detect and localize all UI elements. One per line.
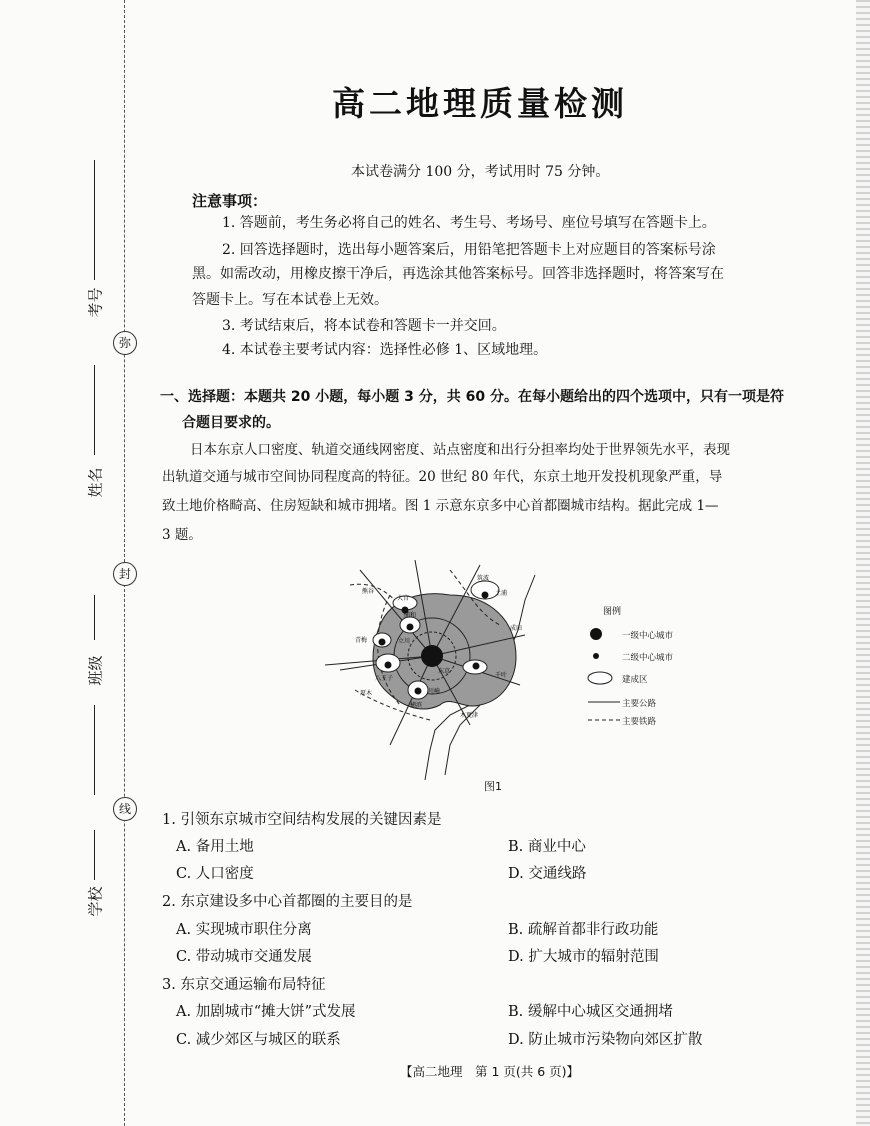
- notice-item: 3. 考试结束后，将本试卷和答题卡一并交回。: [222, 318, 506, 334]
- notice-item: 黑。如需改动，用橡皮擦干净后，再选涂其他答案标号。回答非选择题时，将答案写在: [192, 266, 724, 282]
- notice-item: 4. 本试卷主要考试内容：选择性必修 1、区域地理。: [222, 342, 548, 358]
- map-label: 土浦: [495, 590, 508, 597]
- scan-edge: [856, 0, 870, 1126]
- school-field[interactable]: [70, 705, 110, 915]
- option-1d[interactable]: D. 交通线路: [508, 866, 587, 882]
- map-label: 横滨: [410, 702, 423, 709]
- map-label: 熊谷: [362, 588, 375, 595]
- map-label: 成田: [510, 625, 523, 632]
- option-3d[interactable]: D. 防止城市污染物向郊区扩散: [508, 1032, 703, 1048]
- intro-line: 3 题。: [162, 527, 202, 543]
- option-3a[interactable]: A. 加剧城市“摊大饼”式发展: [176, 1004, 356, 1020]
- exam-number-field[interactable]: [70, 150, 110, 330]
- legend-item: 建成区: [622, 675, 648, 685]
- section-heading: 一、选择题：本题共 20 小题，每小题 3 分，共 60 分。在每小题给出的四个选项中，只有一项是符: [160, 389, 784, 405]
- tokyo-map: [320, 555, 550, 780]
- class-label: 班级: [86, 655, 105, 686]
- option-1b[interactable]: B. 商业中心: [508, 839, 586, 855]
- option-3b[interactable]: B. 缓解中心城区交通拥堵: [508, 1004, 673, 1020]
- built-up-area-icon: [588, 672, 612, 684]
- exam-info: 本试卷满分 100 分，考试用时 75 分钟。: [351, 164, 610, 180]
- map-label: 筑波: [477, 575, 490, 582]
- exam-number-label: 考号: [86, 287, 105, 318]
- legend-item: 主要铁路: [622, 717, 657, 727]
- map-label: 浦和: [404, 612, 417, 619]
- map-label: 青梅: [355, 637, 368, 644]
- seal-mi: 弥: [113, 331, 137, 355]
- class-field[interactable]: [70, 590, 110, 710]
- map-label: 千叶: [495, 672, 508, 679]
- map-label: 东京: [438, 668, 451, 675]
- option-1a[interactable]: A. 备用土地: [176, 839, 254, 855]
- option-2c[interactable]: C. 带动城市交通发展: [176, 949, 312, 965]
- option-2b[interactable]: B. 疏解首都非行政功能: [508, 922, 659, 938]
- question-stem: 2. 东京建设多中心首都圈的主要目的是: [162, 894, 413, 910]
- school-label: 学校: [86, 886, 105, 917]
- legend-symbols: [586, 620, 622, 725]
- map-label: 八王子: [375, 675, 394, 682]
- option-2d[interactable]: D. 扩大城市的辐射范围: [508, 949, 659, 965]
- figure-caption: 图1: [484, 780, 502, 793]
- option-2a[interactable]: A. 实现城市职住分离: [176, 922, 312, 938]
- name-label: 姓名: [86, 467, 105, 498]
- option-1c[interactable]: C. 人口密度: [176, 866, 254, 882]
- name-field[interactable]: [70, 360, 110, 510]
- map-label: 木更津: [460, 712, 479, 719]
- primary-center-icon: [590, 628, 602, 640]
- intro-line: 日本东京人口密度、轨道交通线网密度、站点密度和出行分担率均处于世界领先水平，表现: [190, 442, 730, 458]
- seal-feng: 封: [113, 562, 137, 586]
- legend-item: 主要公路: [622, 699, 657, 709]
- map-label: 立川: [398, 638, 411, 645]
- legend-item: 二级中心城市: [622, 653, 674, 663]
- section-heading-cont: 合题目要求的。: [182, 415, 280, 431]
- seal-xian: 线: [113, 797, 137, 821]
- page-footer: 【高二地理 第 1 页(共 6 页)】: [400, 1064, 580, 1079]
- notice-item: 1. 答题前，考生务必将自己的姓名、考生号、考场号、座位号填写在答题卡上。: [222, 215, 716, 231]
- notice-item: 答题卡上。写在本试卷上无效。: [192, 292, 388, 308]
- map-label: 川崎: [428, 688, 441, 695]
- option-3c[interactable]: C. 减少郊区与城区的联系: [176, 1032, 341, 1048]
- intro-line: 致土地价格畸高、住房短缺和城市拥堵。图 1 示意东京多中心首都圈城市结构。据此完成 1—: [162, 498, 719, 514]
- secondary-center-icon: [593, 653, 599, 659]
- question-stem: 3. 东京交通运输布局特征: [162, 977, 326, 993]
- legend-item: 一级中心城市: [622, 631, 674, 641]
- intro-line: 出轨道交通与城市空间协同程度高的特征。20 世纪 80 年代，东京土地开发投机现象严重，导: [162, 469, 723, 485]
- question-stem: 1. 引领东京城市空间结构发展的关键因素是: [162, 812, 442, 828]
- notice-heading: 注意事项：: [192, 192, 268, 210]
- legend-title: 图例: [603, 607, 622, 617]
- map-label: 厚木: [360, 690, 373, 697]
- page-title: 高二地理质量检测: [332, 84, 628, 123]
- map-label: 大宫: [397, 595, 410, 602]
- notice-item: 2. 回答选择题时，选出每小题答案后，用铅笔把答题卡上对应题目的答案标号涂: [222, 242, 716, 258]
